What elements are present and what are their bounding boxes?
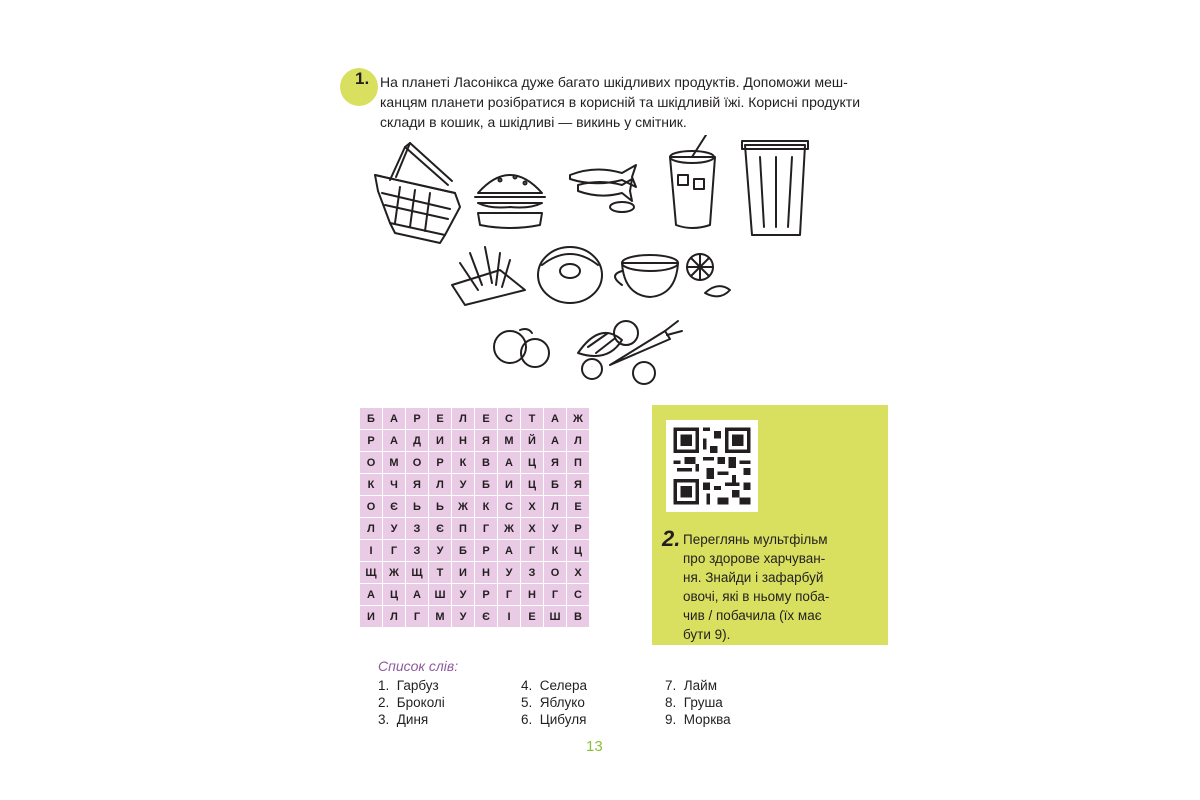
grid-cell[interactable]: А [544, 408, 567, 430]
grid-cell[interactable]: Е [567, 496, 590, 518]
grid-cell[interactable]: Р [475, 540, 498, 562]
grid-cell[interactable]: Л [567, 430, 590, 452]
grid-cell[interactable]: Б [475, 474, 498, 496]
grid-cell[interactable]: Т [521, 408, 544, 430]
grid-cell[interactable]: Х [521, 496, 544, 518]
task2-number: 2. [662, 526, 681, 551]
grid-cell[interactable]: Я [406, 474, 429, 496]
word-list-item [665, 678, 717, 693]
grid-cell[interactable]: Б [452, 540, 475, 562]
grid-cell[interactable]: У [429, 540, 452, 562]
grid-cell[interactable]: Е [521, 606, 544, 628]
grid-cell[interactable]: Г [544, 584, 567, 606]
grid-cell[interactable]: Є [383, 496, 406, 518]
grid-cell[interactable]: І [360, 540, 383, 562]
grid-row [360, 540, 590, 562]
grid-cell[interactable]: М [498, 430, 521, 452]
grid-cell[interactable]: Н [475, 562, 498, 584]
grid-cell[interactable]: Ь [429, 496, 452, 518]
word-text: Лайм [683, 678, 717, 693]
grid-cell[interactable]: Р [429, 452, 452, 474]
grid-cell[interactable]: Ж [383, 562, 406, 584]
oranges-icon [494, 329, 549, 367]
grid-cell[interactable]: И [498, 474, 521, 496]
grid-cell[interactable]: У [452, 584, 475, 606]
grid-cell[interactable]: Ж [498, 518, 521, 540]
grid-cell[interactable]: Т [429, 562, 452, 584]
grid-cell[interactable]: Ц [521, 452, 544, 474]
grid-row [360, 474, 590, 496]
task2-line: ня. Знайди і зафарбуй [683, 570, 824, 585]
grid-cell[interactable]: В [567, 606, 590, 628]
grid-cell[interactable]: Й [521, 430, 544, 452]
grid-cell[interactable]: Л [429, 474, 452, 496]
grid-cell[interactable]: А [406, 584, 429, 606]
grid-cell[interactable]: К [544, 540, 567, 562]
grid-cell[interactable]: І [498, 606, 521, 628]
task1-line: канцям планети розібратися в корисній та шкідливій їжі. Корисні продукти [380, 94, 861, 110]
grid-cell[interactable]: К [452, 452, 475, 474]
grid-cell[interactable]: Г [498, 584, 521, 606]
grid-cell[interactable]: А [498, 452, 521, 474]
grid-cell[interactable]: Д [406, 430, 429, 452]
word-text: Морква [683, 712, 731, 727]
grid-cell[interactable]: Б [360, 408, 383, 430]
grid-cell[interactable]: А [498, 540, 521, 562]
word-list-item [378, 695, 445, 710]
grid-cell[interactable]: П [452, 518, 475, 540]
grid-cell[interactable]: Ш [429, 584, 452, 606]
word-number: 8. [665, 695, 677, 710]
word-list-title: Список слів: [378, 658, 459, 674]
grid-cell[interactable]: В [475, 452, 498, 474]
grid-cell[interactable]: Є [475, 606, 498, 628]
grid-cell[interactable]: И [452, 562, 475, 584]
grid-cell[interactable]: Л [360, 518, 383, 540]
grid-row [360, 408, 590, 430]
grid-cell[interactable]: Ш [544, 606, 567, 628]
grid-cell[interactable]: Я [567, 474, 590, 496]
word-text: Груша [683, 695, 723, 710]
grid-cell[interactable]: Р [360, 430, 383, 452]
grid-cell[interactable]: Х [567, 562, 590, 584]
basket-icon [375, 143, 460, 243]
grid-cell[interactable]: У [383, 518, 406, 540]
grid-row [360, 452, 590, 474]
word-number: 7. [665, 678, 677, 693]
grid-cell[interactable]: И [429, 430, 452, 452]
grid-cell[interactable]: Щ [406, 562, 429, 584]
fries-icon [452, 247, 525, 305]
word-number: 3. [378, 712, 390, 727]
grid-cell[interactable]: З [521, 562, 544, 584]
vegetables-icon [578, 321, 682, 384]
task2-line: про здорове харчуван- [683, 551, 826, 566]
grid-cell[interactable]: Р [475, 584, 498, 606]
grid-cell[interactable]: У [498, 562, 521, 584]
grid-cell[interactable]: К [475, 496, 498, 518]
grid-cell[interactable]: Г [521, 540, 544, 562]
grid-cell[interactable]: Ж [567, 408, 590, 430]
grid-row [360, 496, 590, 518]
grid-cell[interactable]: Е [429, 408, 452, 430]
word-text: Броколі [396, 695, 445, 710]
grid-cell[interactable]: У [452, 606, 475, 628]
word-list-item [378, 678, 439, 693]
grid-cell[interactable]: А [544, 430, 567, 452]
grid-cell[interactable]: О [360, 452, 383, 474]
tea-cup-lemon-icon [615, 254, 730, 297]
donut-icon [538, 247, 602, 303]
grid-cell[interactable]: П [567, 452, 590, 474]
grid-row [360, 518, 590, 540]
grid-row [360, 584, 590, 606]
grid-row [360, 430, 590, 452]
word-list-item [521, 695, 585, 710]
grid-cell[interactable]: Н [452, 430, 475, 452]
grid-cell[interactable]: Н [521, 584, 544, 606]
task1-line: На планеті Ласонікса дуже багато шкідливих продуктів. Допоможи меш- [380, 74, 848, 90]
fish-icon [570, 165, 636, 212]
word-search-grid [359, 407, 590, 628]
grid-cell[interactable]: М [429, 606, 452, 628]
word-number: 6. [521, 712, 533, 727]
grid-cell[interactable]: Я [544, 452, 567, 474]
grid-cell[interactable]: Л [383, 606, 406, 628]
grid-cell[interactable]: Г [383, 540, 406, 562]
grid-cell[interactable]: Ь [406, 496, 429, 518]
grid-cell[interactable]: А [360, 584, 383, 606]
word-text: Диня [396, 712, 429, 727]
soda-cup-icon [670, 135, 715, 228]
word-list-item [665, 695, 723, 710]
word-number: 5. [521, 695, 533, 710]
grid-cell[interactable]: И [360, 606, 383, 628]
grid-cell[interactable]: М [383, 452, 406, 474]
word-text: Гарбуз [396, 678, 439, 693]
grid-cell[interactable]: О [544, 562, 567, 584]
word-number: 2. [378, 695, 390, 710]
word-text: Цибуля [539, 712, 587, 727]
grid-cell[interactable]: Б [544, 474, 567, 496]
grid-cell[interactable]: Г [475, 518, 498, 540]
word-text: Яблуко [539, 695, 585, 710]
word-number: 9. [665, 712, 677, 727]
task2-instructions [683, 530, 883, 644]
burger-icon [475, 175, 545, 228]
grid-cell[interactable]: С [567, 584, 590, 606]
grid-cell[interactable]: У [452, 474, 475, 496]
trash-bin-icon [742, 141, 808, 235]
task2-line: овочі, які в ньому поба- [683, 589, 830, 604]
grid-cell[interactable]: У [544, 518, 567, 540]
grid-cell[interactable]: О [360, 496, 383, 518]
grid-cell[interactable]: Щ [360, 562, 383, 584]
grid-cell[interactable]: З [406, 540, 429, 562]
task1-instructions [380, 72, 861, 132]
word-list-item [665, 712, 731, 727]
food-illustrations [360, 135, 830, 390]
grid-cell[interactable]: Є [429, 518, 452, 540]
grid-cell[interactable]: Р [567, 518, 590, 540]
grid-cell[interactable]: З [406, 518, 429, 540]
task1-number: 1. [355, 69, 370, 88]
word-number: 4. [521, 678, 533, 693]
word-list-item [521, 712, 586, 727]
grid-cell[interactable]: О [406, 452, 429, 474]
grid-cell[interactable]: С [498, 496, 521, 518]
task2-line: Переглянь мультфільм [683, 532, 828, 547]
task2-line: чив / побачила (їх має [683, 608, 822, 623]
grid-row [360, 562, 590, 584]
grid-cell[interactable]: Ц [383, 584, 406, 606]
grid-cell[interactable]: Ч [383, 474, 406, 496]
grid-row [360, 606, 590, 628]
grid-cell[interactable]: Ж [452, 496, 475, 518]
grid-cell[interactable]: Г [406, 606, 429, 628]
task2-line: бути 9). [683, 627, 731, 642]
grid-cell[interactable]: К [360, 474, 383, 496]
page-number: 13 [586, 738, 603, 755]
word-number: 1. [378, 678, 390, 693]
word-text: Селера [539, 678, 587, 693]
grid-cell[interactable]: А [383, 408, 406, 430]
grid-cell[interactable]: А [383, 430, 406, 452]
grid-cell[interactable]: Е [475, 408, 498, 430]
qr-code-icon[interactable] [666, 420, 758, 512]
grid-cell[interactable]: Ц [567, 540, 590, 562]
grid-cell[interactable]: С [498, 408, 521, 430]
grid-cell[interactable]: Ц [521, 474, 544, 496]
grid-cell[interactable]: Х [521, 518, 544, 540]
word-list-item [378, 712, 428, 727]
grid-cell[interactable]: Л [544, 496, 567, 518]
grid-cell[interactable]: Л [452, 408, 475, 430]
task1-line: склади в кошик, а шкідливі — викинь у смітник. [380, 114, 687, 130]
word-list-item [521, 678, 587, 693]
grid-cell[interactable]: Р [406, 408, 429, 430]
grid-cell[interactable]: Я [475, 430, 498, 452]
